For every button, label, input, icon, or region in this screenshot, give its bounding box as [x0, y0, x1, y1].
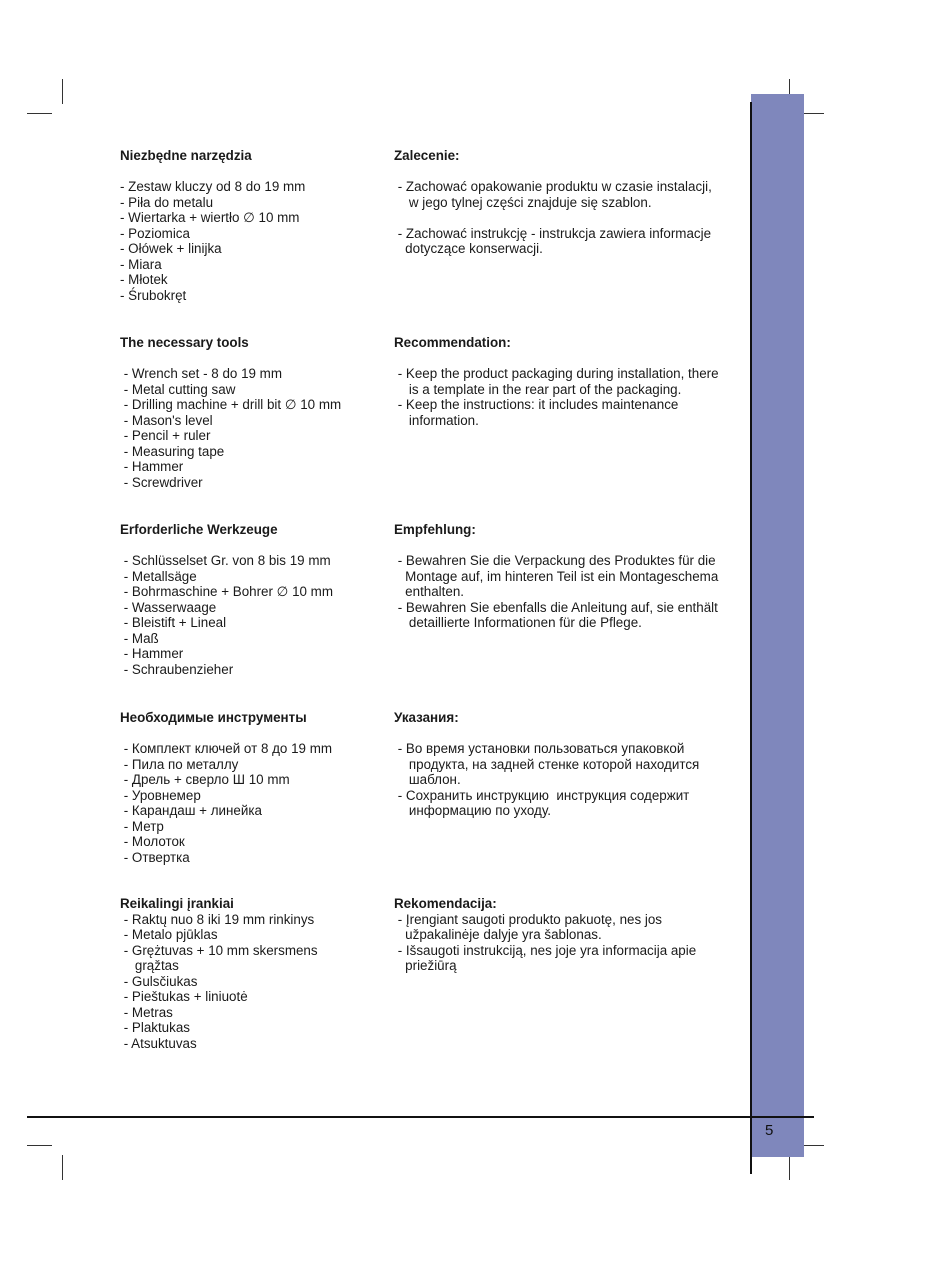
list-item: - Карандаш + линейка [120, 803, 262, 818]
list-item: - Bohrmaschine + Bohrer ∅ 10 mm [120, 584, 333, 599]
list-item: - Сохранить инструкцию инструкция содержит [394, 787, 690, 803]
list-item: - Во время установки пользоваться упаковкой [394, 741, 685, 756]
list-item: - Keep the product packaging during installation, there [394, 366, 719, 381]
list-item: - Keep the instructions: it includes maintenance [394, 397, 679, 412]
crop-mark-bottom-right-vertical [789, 1155, 790, 1180]
tools-list [120, 179, 385, 303]
list-item: - Zachować opakowanie produktu w czasie instalacji, [394, 179, 712, 194]
list-item: - Measuring tape [120, 443, 225, 459]
list-item: - Gulsčiukas [120, 973, 198, 989]
list-item: - Ołówek + linijka [120, 241, 222, 256]
list-item: priežiūrą [394, 958, 457, 973]
list-item [394, 210, 739, 226]
section-heading: Empfehlung: [394, 522, 476, 537]
tools-list [120, 553, 385, 677]
list-item: - Bleistift + Lineal [120, 615, 227, 630]
sidebar-divider-line [750, 102, 752, 1174]
crop-mark-top-left-vertical [62, 79, 63, 104]
list-item: - Wrench set - 8 do 19 mm [120, 366, 282, 381]
list-item: - Įrengiant saugoti produkto pakuotę, nes jos [394, 911, 662, 927]
section-heading: Erforderliche Werkzeuge [120, 522, 278, 537]
list-item: - Screwdriver [120, 474, 203, 490]
list-item: - Пила по металлу [120, 756, 239, 772]
list-item: - Metras [120, 1004, 173, 1020]
section-heading: The necessary tools [120, 335, 249, 350]
section-heading: Rekomendacija: [394, 896, 497, 911]
list-item: - Bewahren Sie ebenfalls die Anleitung auf, sie enthält [394, 599, 718, 615]
section-heading: Recommendation: [394, 335, 511, 350]
list-item: - Miara [120, 256, 162, 272]
list-item: - Išsaugoti instrukciją, nes joje yra informacija apie [394, 942, 697, 958]
list-item: - Maß [120, 630, 159, 646]
list-item: - Pieštukas + liniuotė [120, 989, 248, 1004]
list-item: - Комплект ключей от 8 до 19 mm [120, 741, 333, 756]
list-item: - Дрель + сверло Ш 10 mm [120, 772, 290, 787]
list-item: - Метр [120, 818, 164, 834]
recommendation-list [394, 912, 739, 974]
section-4-tools [120, 710, 385, 865]
list-item: - Mason's level [120, 412, 213, 428]
list-item: detaillierte Informationen für die Pflege. [394, 615, 642, 630]
list-item: grąžtas [120, 958, 179, 973]
list-item: - Młotek [120, 272, 168, 287]
tools-list [120, 741, 385, 865]
section-heading: Указания: [394, 710, 459, 725]
list-item: is a template in the rear part of the packaging. [394, 381, 682, 397]
list-item: - Atsuktuvas [120, 1035, 197, 1051]
section-heading: Необходимые инструменты [120, 710, 307, 725]
list-item: - Pencil + ruler [120, 428, 211, 443]
section-3-tools [120, 522, 385, 677]
list-item: Montage auf, im hinteren Teil ist ein Montageschema [394, 568, 719, 584]
recommendation-list [394, 553, 739, 631]
list-item: - Wiertarka + wiertło ∅ 10 mm [120, 210, 300, 225]
list-item: - Zestaw kluczy od 8 do 19 mm [120, 179, 306, 194]
list-item: - Piła do metalu [120, 194, 214, 210]
list-item: - Metalo pjūklas [120, 927, 218, 942]
crop-mark-top-left-horizontal [27, 113, 52, 114]
list-item: - Wasserwaage [120, 599, 217, 615]
list-item: - Plaktukas [120, 1020, 190, 1035]
tools-list [120, 366, 385, 490]
list-item: dotyczące konserwacji. [394, 241, 543, 256]
crop-mark-bottom-left-vertical [62, 1155, 63, 1180]
list-item: - Poziomica [120, 225, 190, 241]
tools-list [120, 912, 385, 1052]
page-number: 5 [765, 1122, 774, 1139]
section-2-tools [120, 335, 385, 490]
recommendation-list [394, 366, 739, 428]
section-1-tools [120, 148, 385, 303]
crop-mark-bottom-left-horizontal [27, 1145, 52, 1146]
list-item: продукта, на задней стенке которой находится [394, 756, 700, 772]
list-item: enthalten. [394, 584, 464, 599]
list-item: - Grężtuvas + 10 mm skersmens [120, 942, 318, 958]
list-item: шаблон. [394, 772, 461, 787]
section-4-recommendation [394, 710, 739, 819]
list-item: - Drilling machine + drill bit ∅ 10 mm [120, 397, 342, 412]
list-item: užpakalinėje dalyje yra šablonas. [394, 927, 602, 942]
section-1-recommendation [394, 148, 739, 257]
list-item: - Metallsäge [120, 568, 197, 584]
list-item: - Молоток [120, 834, 185, 849]
list-item: w jego tylnej części znajduje się szablon. [394, 194, 652, 210]
list-item: - Zachować instrukcję - instrukcja zawiera informacje [394, 225, 712, 241]
footer-rule [27, 1116, 814, 1118]
list-item: information. [394, 412, 479, 428]
recommendation-list [394, 741, 739, 819]
section-3-recommendation [394, 522, 739, 631]
list-item: - Metal cutting saw [120, 381, 236, 397]
list-item: - Schlüsselset Gr. von 8 bis 19 mm [120, 553, 331, 568]
section-heading: Niezbędne narzędzia [120, 148, 252, 163]
sidebar-color-band [751, 94, 804, 1157]
section-5-recommendation [394, 896, 739, 974]
list-item: - Śrubokręt [120, 287, 187, 303]
list-item: информацию по уходу. [394, 803, 551, 818]
section-heading: Reikalingi įrankiai [120, 896, 234, 911]
list-item: - Schraubenzieher [120, 661, 234, 677]
list-item: - Hammer [120, 459, 184, 474]
list-item: - Отвертка [120, 849, 190, 865]
section-2-recommendation [394, 335, 739, 428]
section-5-tools [120, 896, 385, 1051]
list-item: - Уровнемер [120, 787, 201, 803]
section-heading: Zalecenie: [394, 148, 460, 163]
list-item: - Raktų nuo 8 iki 19 mm rinkinys [120, 911, 315, 927]
list-item: - Hammer [120, 646, 184, 661]
recommendation-list [394, 179, 739, 257]
list-item: - Bewahren Sie die Verpackung des Produktes für die [394, 553, 716, 568]
